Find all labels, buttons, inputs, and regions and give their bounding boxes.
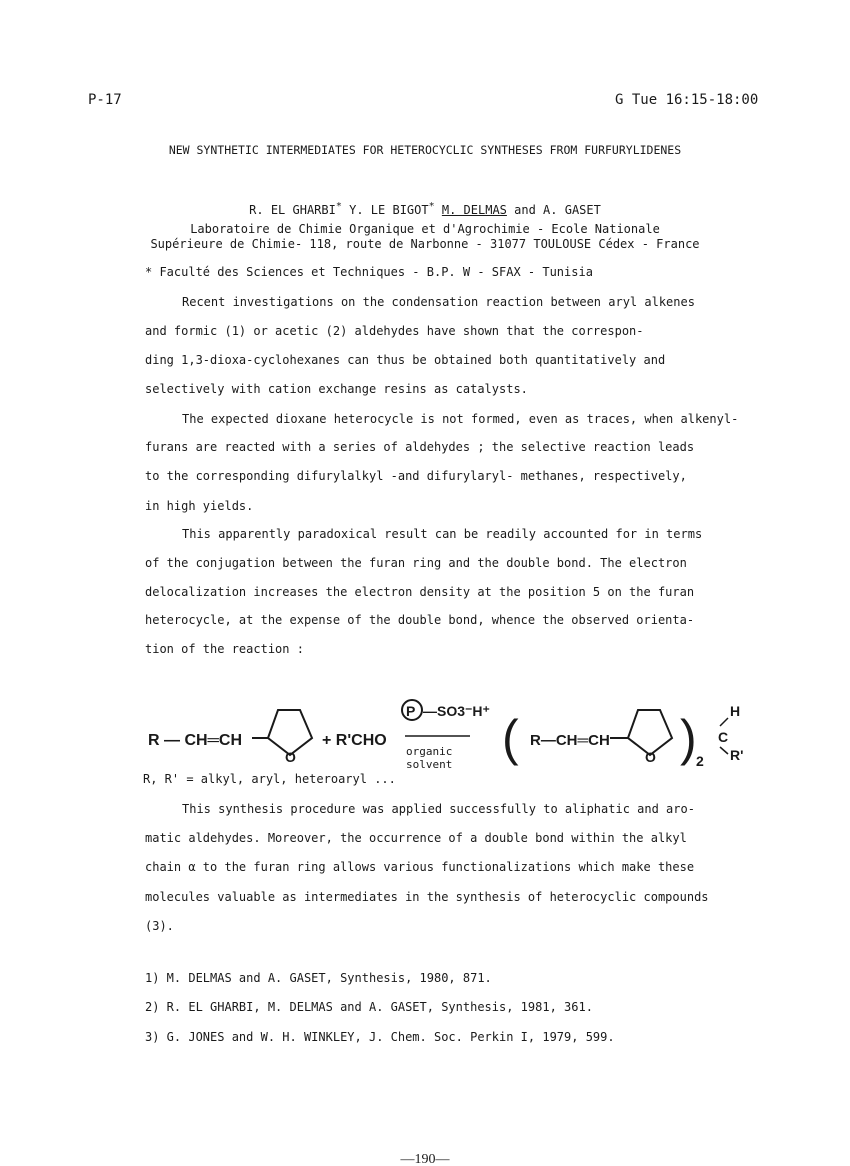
product-text: R—CH═CH (530, 732, 610, 749)
substituent-legend: R, R' = alkyl, aryl, heteroaryl ... (143, 772, 396, 786)
text-line: 3) G. JONES and W. H. WINKLEY, J. Chem. Soc. Perkin I, 1979, 599. (145, 1030, 615, 1044)
text-line: The expected dioxane heterocycle is not formed, even as traces, when alkenyl- (182, 412, 739, 426)
author: Y. LE BIGOT (349, 203, 429, 217)
text-line: 1) M. DELMAS and A. GASET, Synthesis, 1980, 871. (145, 971, 492, 985)
paper-title: NEW SYNTHETIC INTERMEDIATES FOR HETEROCYCLIC SYNTHESES FROM FURFURYLIDENES (168, 143, 682, 157)
aldehyde-text: + R'CHO (322, 732, 387, 749)
text-line: furans are reacted with a series of aldehydes ; the selective reaction leads (145, 440, 695, 454)
reaction-scheme (140, 690, 780, 780)
text-line: matic aldehydes. Moreover, the occurrence of a double bond within the alkyl (145, 831, 687, 845)
furan-ring-icon (252, 710, 312, 755)
text-line: 2) R. EL GHARBI, M. DELMAS and A. GASET, Synthesis, 1981, 361. (145, 1000, 593, 1014)
session-time: G Tue 16:15-18:00 (615, 92, 759, 108)
subscript: 2 (696, 753, 704, 769)
footnote-mark: * (428, 201, 435, 212)
affiliation-line: Laboratoire de Chimie Organique et d'Agrochimie - Ecole Nationale (190, 222, 660, 236)
carbon-label: C (718, 729, 729, 745)
text-line: in high yields. (145, 499, 254, 513)
page-number: —190— (400, 1152, 450, 1166)
text-line: This apparently paradoxical result can be readily accounted for in terms (182, 527, 703, 541)
text-line: molecules valuable as intermediates in the synthesis of heterocyclic compounds (145, 890, 709, 904)
text-line: This synthesis procedure was applied successfully to aliphatic and aro- (182, 802, 695, 816)
r-prime-label: R' (730, 747, 744, 763)
reactant-text: R — CH═CH (148, 732, 242, 749)
text-line: Recent investigations on the condensation reaction between aryl alkenes (182, 295, 695, 309)
condition: solvent (406, 758, 453, 771)
oxygen-label: O (645, 749, 656, 765)
affiliation-line: * Faculté des Sciences et Techniques - B.P. W - SFAX - Tunisia (145, 265, 593, 279)
furan-ring-icon (610, 710, 672, 755)
text-line: delocalization increases the electron density at the position 5 on the furan (145, 585, 695, 599)
text-line: ding 1,3-dioxa-cyclohexanes can thus be obtained both quantitatively and (145, 353, 666, 367)
page-code: P-17 (88, 92, 122, 108)
oxygen-label: O (285, 749, 296, 765)
text-line: tion of the reaction : (145, 642, 304, 656)
authors (0, 201, 850, 217)
close-paren: ) (680, 710, 697, 766)
text-line: to the corresponding difurylalkyl -and difurylaryl- methanes, respectively, (145, 469, 687, 483)
author: R. EL GHARBI (249, 203, 336, 217)
text-line: chain α to the furan ring allows various functionalizations which make these (145, 860, 695, 874)
text-line: and formic (1) or acetic (2) aldehydes have shown that the correspon- (145, 324, 644, 338)
polymer-label: P (406, 703, 416, 719)
hydrogen-label: H (730, 703, 741, 719)
author: and A. GASET (514, 203, 601, 217)
condition: organic (406, 745, 453, 758)
text-line: of the conjugation between the furan ring and the double bond. The electron (145, 556, 687, 570)
footnote-mark: * (335, 201, 342, 212)
catalyst-text: —SO3⁻H⁺ (423, 703, 490, 719)
open-paren: ( (502, 710, 519, 766)
affiliation-line: Supérieure de Chimie- 118, route de Narbonne - 31077 TOULOUSE Cédex - France (150, 237, 700, 251)
text-line: (3). (145, 919, 174, 933)
text-line: selectively with cation exchange resins as catalysts. (145, 382, 528, 396)
presenting-author: M. DELMAS (441, 203, 507, 217)
text-line: heterocycle, at the expense of the double bond, whence the observed orienta- (145, 613, 695, 627)
